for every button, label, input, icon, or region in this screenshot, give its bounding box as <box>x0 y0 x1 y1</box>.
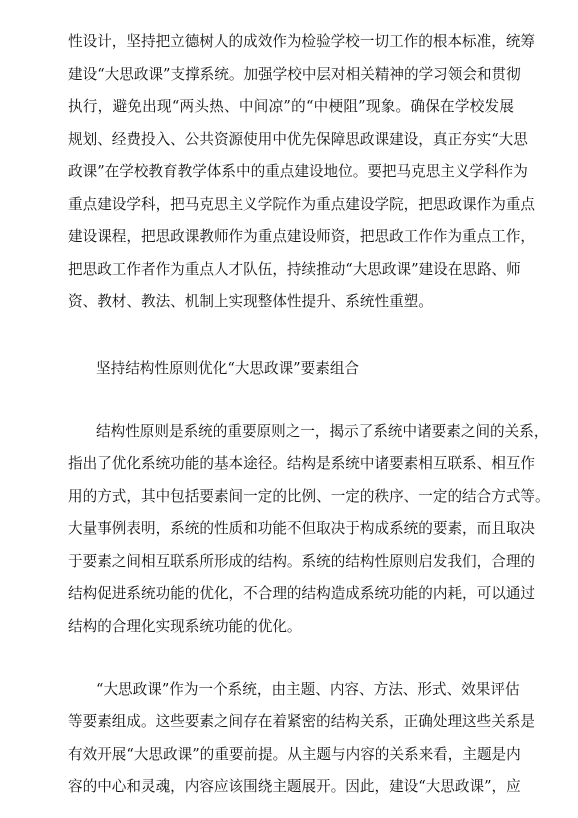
paragraph-1-line-2: 建设“大思政课”支撑系统。加强学校中层对相关精神的学习领会和贯彻 <box>68 66 521 83</box>
paragraph-3-line-2: 等要素组成。这些要素之间存在着紧密的结构关系，正确处理这些关系是 <box>68 713 536 730</box>
paragraph-1-line-5: 政课”在学校教育教学体系中的重点建设地位。要把马克思主义学科作为 <box>68 163 528 180</box>
paragraph-1-line-1: 性设计，坚持把立德树人的成效作为检验学校一切工作的根本标准，统筹 <box>68 33 536 50</box>
paragraph-1-line-7: 建设课程，把思政课教师作为重点建设师资，把思政工作作为重点工作， <box>68 228 536 245</box>
paragraph-1-line-9: 资、教材、教法、机制上实现整体性提升、系统性重塑。 <box>68 293 433 310</box>
paragraph-2-line-4: 大量事例表明，系统的性质和功能不但取决于构成系统的要素，而且取决 <box>68 520 536 537</box>
section-heading: 坚持结构性原则优化“大思政课”要素组合 <box>96 360 360 377</box>
paragraph-2-line-2: 指出了优化系统功能的基本途径。结构是系统中诸要素相互联系、相互作 <box>68 455 536 472</box>
paragraph-2-line-1: 结构性原则是系统的重要原则之一，揭示了系统中诸要素之间的关系， <box>96 423 549 440</box>
paragraph-1-line-4: 规划、经费投入、公共资源使用中优先保障思政课建设，真正夯实“大思 <box>68 131 528 148</box>
paragraph-2-line-7: 结构的合理化实现系统功能的优化。 <box>68 618 302 635</box>
paragraph-2-line-5: 于要素之间相互联系所形成的结构。系统的结构性原则启发我们，合理的 <box>68 553 536 570</box>
paragraph-1-line-8: 把思政工作者作为重点人才队伍，持续推动“大思政课”建设在思路、师 <box>68 261 521 278</box>
paragraph-1-line-3: 执行，避免出现“两头热、中间凉”的“中梗阻”现象。确保在学校发展 <box>68 98 514 115</box>
paragraph-1-line-6: 重点建设学科，把马克思主义学院作为重点建设学院，把思政课作为重点 <box>68 196 536 213</box>
paragraph-2-line-6: 结构促进系统功能的优化，不合理的结构造成系统功能的内耗，可以通过 <box>68 585 536 602</box>
paragraph-3-line-3: 有效开展“大思政课”的重要前提。从主题与内容的关系来看，主题是内 <box>68 746 521 763</box>
paragraph-3-line-4: 容的中心和灵魂，内容应该围绕主题展开。因此，建设“大思政课”，应 <box>68 778 521 795</box>
paragraph-2-line-3: 用的方式，其中包括要素间一定的比例、一定的秩序、一定的结合方式等。 <box>68 488 550 505</box>
paragraph-3-line-1: “大思政课”作为一个系统，由主题、内容、方法、形式、效果评估 <box>96 681 520 698</box>
